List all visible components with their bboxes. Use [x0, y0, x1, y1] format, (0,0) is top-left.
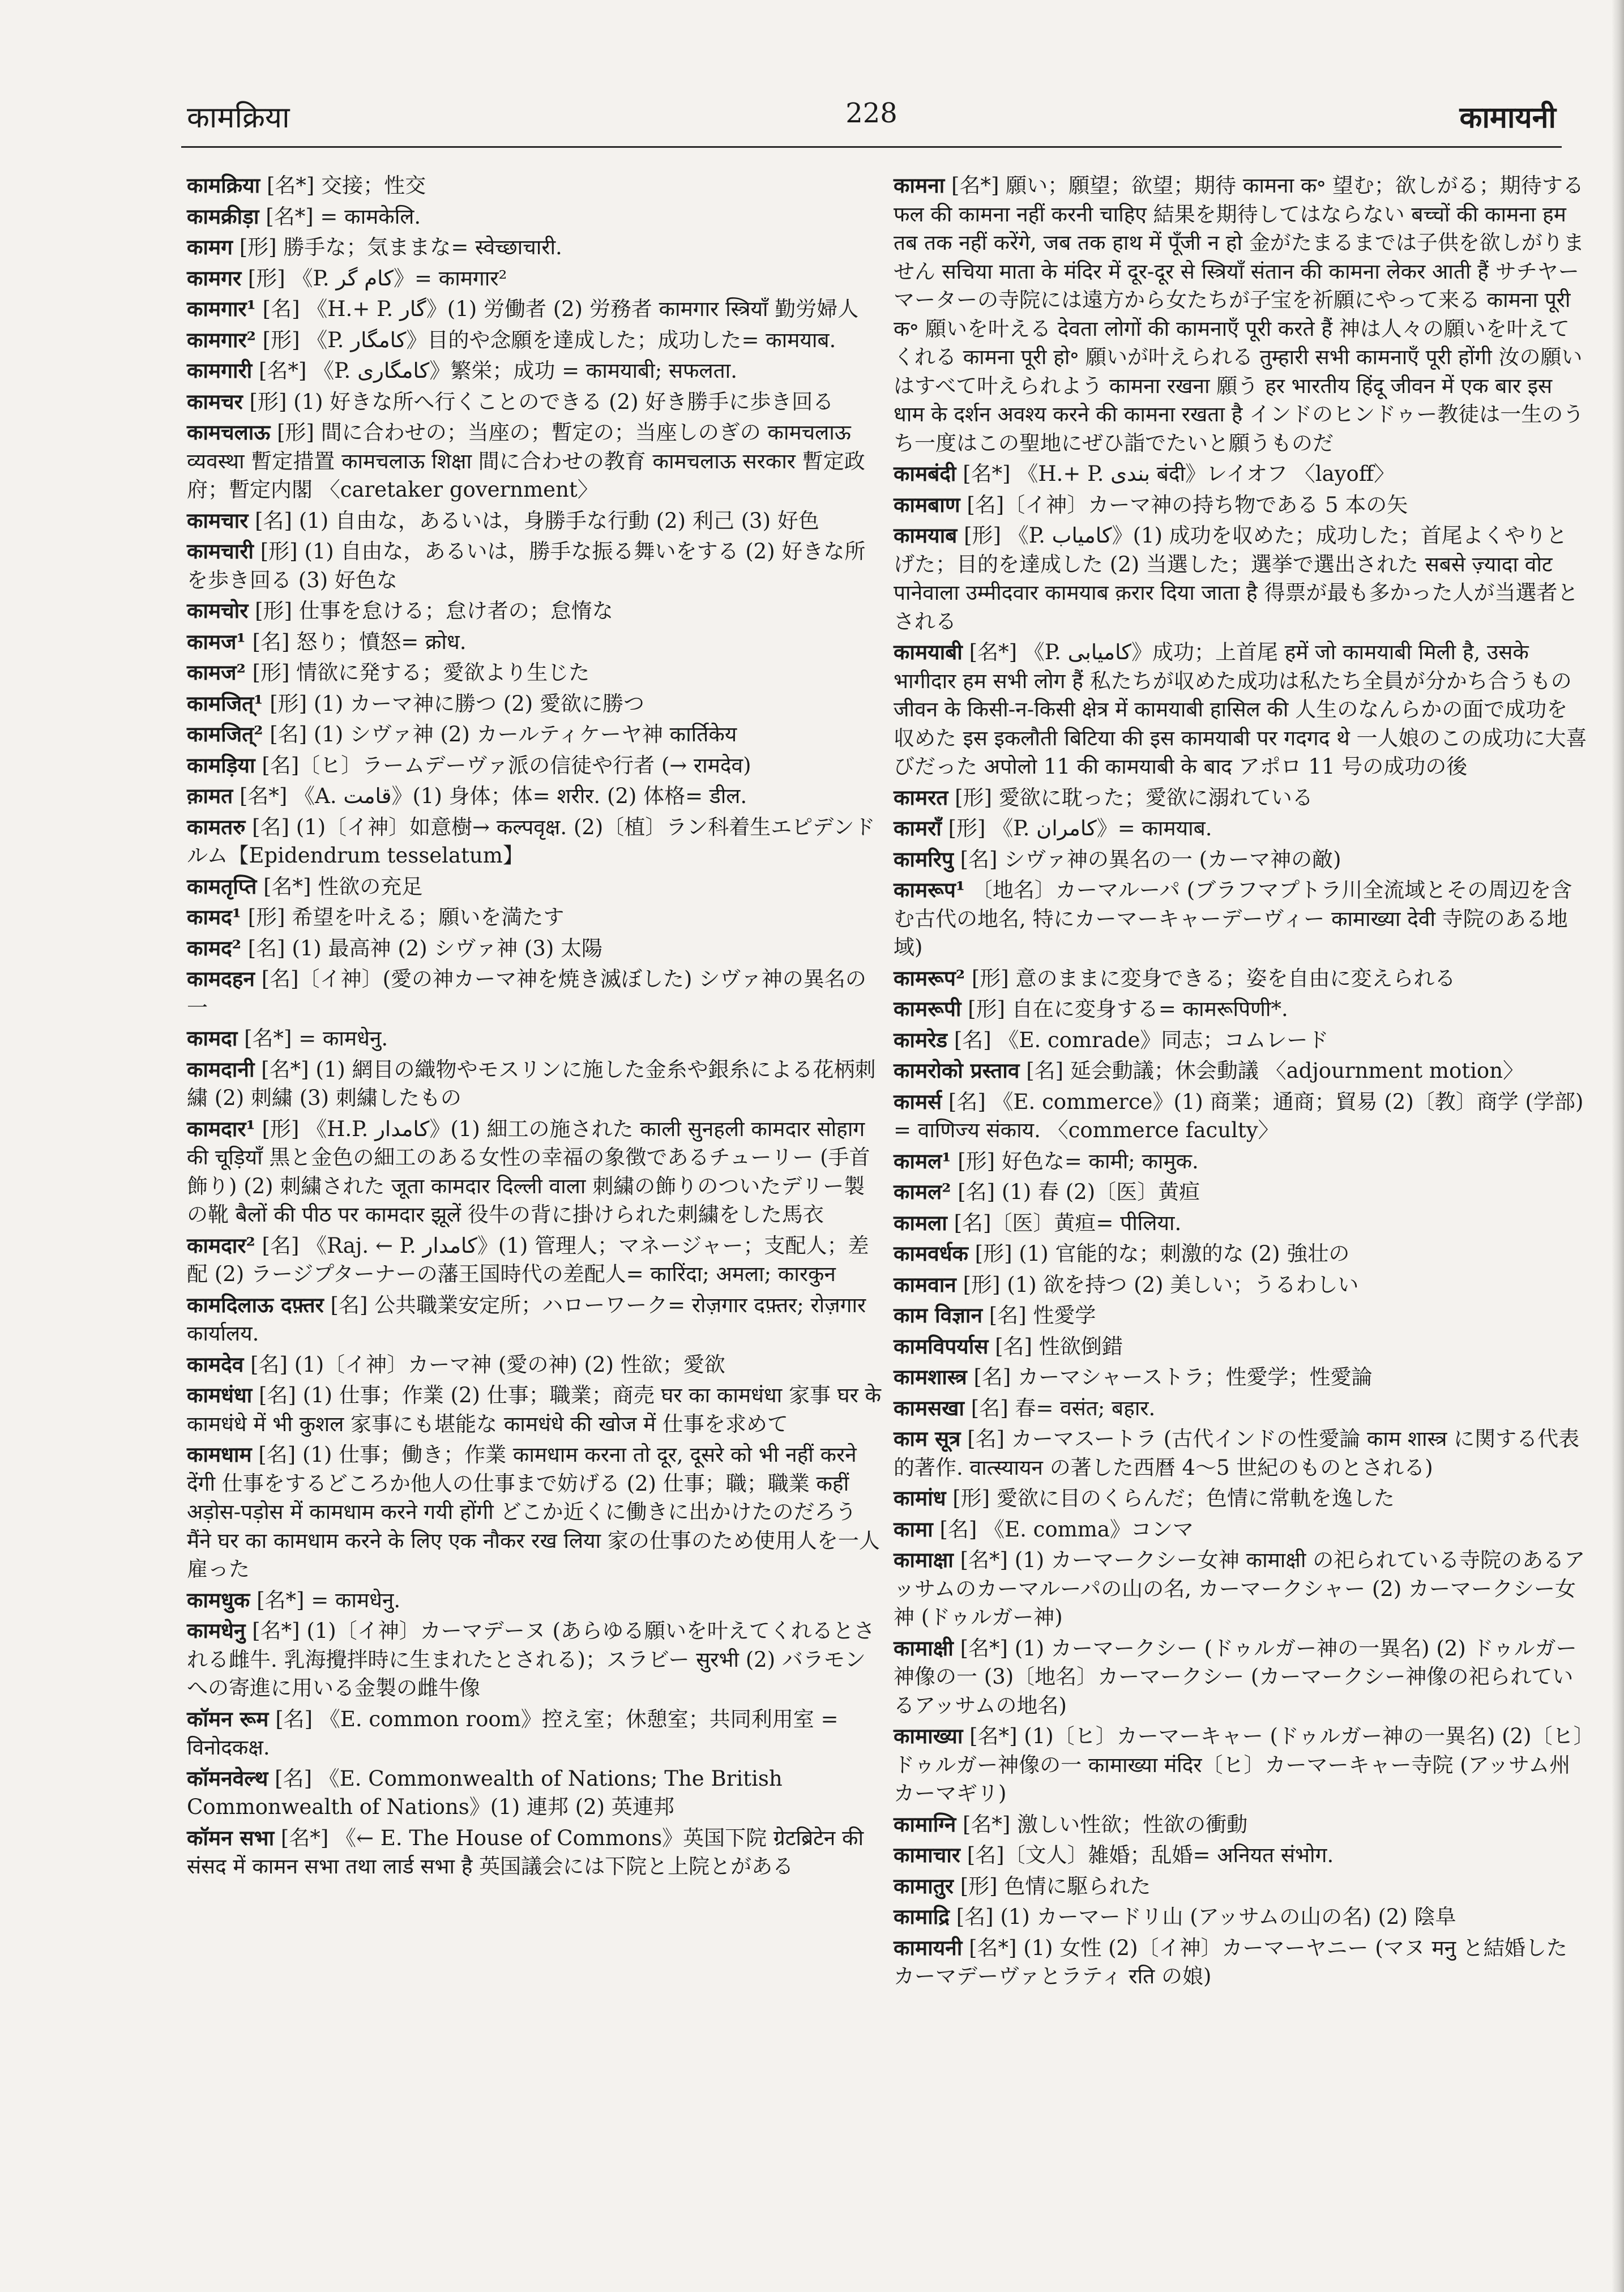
entry-headword: कामबंदी — [894, 461, 956, 486]
entry-definition: [名]〔イ神〕(愛の神カーマ神を焼き滅ぼした) シヴァ神の異名の一 — [187, 967, 866, 1020]
dictionary-entry — [894, 521, 1588, 636]
entry-definition: [名] (1) 仕事；作業 (2) 仕事；職業；商売 घर का कामधंधा 家事 घर के कामधंधे में भी कुशल 家事にも堪能な कामधंधे की खोज में 仕事を求めて — [187, 1383, 881, 1436]
dictionary-entry — [894, 1394, 1588, 1423]
entry-definition: [形] 愛欲に耽った；愛欲に溺れている — [955, 785, 1313, 810]
dictionary-entry — [894, 1515, 1588, 1544]
entry-headword: कामाक्षा — [894, 1547, 954, 1572]
entry-headword: कामजित्² — [187, 722, 263, 746]
entry-definition: [名] (1)〔イ神〕カーマ神 (愛の神) (2) 性欲；愛欲 — [250, 1352, 725, 1377]
dictionary-entry — [187, 264, 881, 293]
entry-definition: [名*] 願い；願望；欲望；期待 कामना क॰ 望む；欲しがる；期待する फल की कामना नहीं करनी चाहिए 結果を期待してはならない बच्चों की कामना हम तब तक नहीं करेंगे, जब तक हाथ में पूँजी न हो 金がたまるまでは子供を欲しがりません सचिया माता के मंदिर में दूर-दूर से स्त्रियाँ संतान की कामना लेकर आती हैं サチヤーマーターの寺院には遠方から女たちが子宝を祈願にやって来る कामना पूरी क॰ 願いを叶える देवता लोगों की कामनाएँ पूरी करते हैं 神は人々の願いを叶えてくれる कामना पूरी हो॰ 願いが叶えられる तुम्हारी सभी कामनाएँ पूरी होंगी 汝の願いはすべて叶えられよう कामना रखना 願う हर भारतीय हिंदू जीवन में एक बार इस धाम के दर्शन अवश्य करने की कामना रखता है インドのヒンドゥー教徒は一生のうち一度はこの聖地にぜひ詣でたいと願うものだ — [894, 173, 1584, 455]
entry-headword: कामांध — [894, 1486, 946, 1510]
dictionary-entry — [187, 628, 881, 657]
entry-headword: कामदा — [187, 1026, 238, 1051]
entry-headword: कॉमन सभा — [187, 1825, 275, 1850]
entry-definition: [名*] 《A. قامت》(1) 身体；体= शरीर. (2) 体格= डील. — [239, 784, 747, 808]
entry-definition: [形] (1) カーマ神に勝つ (2) 愛欲に勝つ — [270, 691, 644, 716]
entry-definition: [形] (1) 自由な，あるいは，勝手な振る舞いをする (2) 好きな所を歩き回る (3) 好色な — [187, 539, 866, 592]
dictionary-entry — [187, 813, 881, 870]
dictionary-entry — [894, 1332, 1588, 1361]
dictionary-entry — [187, 1350, 881, 1380]
header-rule — [181, 146, 1562, 148]
dictionary-entry — [894, 1546, 1588, 1632]
dictionary-entry — [894, 1026, 1588, 1055]
entry-definition: [名] (1) 仕事；働き；作業 कामधाम करना तो दूर, दूसरे को भी नहीं करने देंगी 仕事をするどころか他人の仕事まで妨げる (2) 仕事；職；職業 कहीं अड़ोस-पड़ोस में कामधाम करने गयी होंगी どこか近くに働きに出かけたのだろう मैंने घर का कामधाम करने के लिए एक नौकर रख लिया 家の仕事のため使用人を一人雇った — [187, 1442, 880, 1581]
entry-headword: कामचारी — [187, 539, 254, 564]
entry-headword: कामतरु — [187, 814, 246, 839]
entry-definition: [名] 《E. Commonwealth of Nations; The British Commonwealth of Nations》(1) 連邦 (2) 英連邦 — [187, 1766, 783, 1819]
entry-definition: [名*] = कामधेनु. — [257, 1587, 401, 1612]
dictionary-entry — [187, 1616, 881, 1703]
entry-definition: [形] 仕事を怠ける；怠け者の；怠惰な — [255, 599, 613, 623]
dictionary-entry — [187, 1024, 881, 1053]
entry-headword: कामरूप¹ — [894, 877, 965, 902]
dictionary-entry — [187, 1824, 881, 1881]
entry-headword: कामधंधा — [187, 1382, 253, 1407]
dictionary-entry — [187, 596, 881, 626]
entry-definition: [形] 意のままに変身できる；姿を自由に変えられる — [971, 966, 1456, 991]
entry-headword: कामक्रिया — [187, 173, 260, 198]
entry-headword: कामद² — [187, 935, 241, 961]
entry-definition: [名] 公共職業安定所；ハローワーク= रोज़गार दफ़्तर; रोज़गार कार्यालय. — [187, 1292, 866, 1346]
entry-headword: कामशास्त्र — [894, 1364, 967, 1389]
entry-headword: कामाख्या — [894, 1723, 963, 1748]
entry-headword: कामजित्¹ — [187, 690, 263, 716]
entry-definition: [名*] 交接；性交 — [266, 173, 426, 198]
entry-headword: कामगार¹ — [187, 296, 256, 321]
entry-definition: [名*] 《P. کامیابی》成功；上首尾 हमें जो कामयाबी मिली है, उसके भागीदार हम सभी लोग हैं 私たちが収めた成功は私たち全員が分かち合うもの जीवन के किसी-न-किसी क्षेत्र में कामयाबी हासिल की 人生のなんらかの面で成功を収めた इस इकलौती बिटिया की इस कामयाबी पर गदगद थे 一人娘のこの成功に大喜びだった अपोलो 11 की कामयाबी के बाद アポロ 11 号の成功の後 — [894, 640, 1587, 779]
entry-headword: कामला — [894, 1210, 947, 1235]
entry-definition: [形] (1) 欲を持つ (2) 美しい；うるわしい — [963, 1272, 1359, 1297]
dictionary-entry — [894, 814, 1588, 843]
entry-headword: क़ामत — [187, 783, 233, 808]
entry-definition: [名] 延会動議；休会動議 〈adjournment motion〉 — [1026, 1058, 1524, 1083]
entry-headword: कामविपर्यास — [894, 1333, 989, 1359]
entry-definition: [名*] 性欲の充足 — [263, 874, 423, 899]
right-running-head: कामायनी — [1459, 100, 1556, 135]
entry-definition: [名*] (1)〔イ神〕カーマデーヌ (あらゆる願いを叶えてくれるとされる雌牛. 乳海攪拌時に生まれたとされる)；スラビー सुरभी (2) バラモンへの寄進に用いる金製の雌牛像 — [187, 1619, 875, 1700]
entry-headword: कामसखा — [894, 1395, 964, 1420]
dictionary-entry — [187, 872, 881, 902]
entry-definition: [形] 色情に駆られた — [960, 1873, 1151, 1898]
entry-definition: [名] (1) 自由な，あるいは，身勝手な行動 (2) 利己 (3) 好色 — [255, 508, 819, 533]
entry-definition: [名*] 《P. کامگاری》繁栄；成功 = कामयाबी; सफलता. — [259, 358, 738, 383]
page-binding-shadow — [1612, 0, 1624, 2292]
dictionary-entry — [894, 964, 1588, 993]
dictionary-entry — [187, 689, 881, 719]
entry-headword: काम सूत्र — [894, 1426, 961, 1451]
entry-definition: [名]〔イ神〕カーマ神の持ち物である 5 本の矢 — [967, 492, 1408, 517]
entry-headword: कामबाण — [894, 492, 960, 517]
entry-headword: कामचार — [187, 507, 249, 533]
entry-definition: [形] 《P. کام گر》= कामगार² — [247, 266, 507, 291]
entry-definition: [形] 勝手な；気ままな= स्वेच्छाचारी. — [239, 235, 562, 259]
entry-definition: [名]〔文人〕雑婚；乱婚= अनियत संभोग. — [967, 1843, 1334, 1867]
entry-headword: कामचर — [187, 389, 243, 414]
entry-headword: कॉमनवेल्थ — [187, 1765, 268, 1791]
entry-headword: कामधेनु — [187, 1618, 246, 1643]
entry-headword: कामगार² — [187, 327, 256, 352]
entry-definition: [名]〔医〕黄疸= पीलिया. — [954, 1210, 1182, 1235]
entry-headword: कामरेड — [894, 1027, 948, 1052]
entry-headword: कामरत — [894, 784, 948, 810]
entry-definition: [名*] (1) 網目の織物やモスリンに施した金糸や銀糸による花柄刺繍 (2) 刺繍 (3) 刺繍したもの — [187, 1057, 876, 1110]
dictionary-entry — [187, 1231, 881, 1289]
entry-definition: [名] 性欲倒錯 — [995, 1334, 1123, 1359]
dictionary-entry — [187, 1705, 881, 1762]
entry-headword: कामाचार — [894, 1842, 960, 1867]
entry-definition: [名] 性愛学 — [989, 1303, 1096, 1328]
dictionary-entry — [894, 459, 1588, 489]
dictionary-entry — [894, 1147, 1588, 1176]
dictionary-entry — [894, 1301, 1588, 1330]
entry-headword: कामतृप्ति — [187, 873, 257, 899]
entry-definition: [名] シヴァ神の異名の一 (カーマ神の敵) — [960, 847, 1341, 872]
entry-headword: कामदानी — [187, 1056, 255, 1082]
dictionary-entry — [894, 845, 1588, 874]
entry-headword: कामधाम — [187, 1442, 252, 1467]
dictionary-entry — [894, 1902, 1588, 1932]
entry-headword: कामवर्धक — [894, 1241, 968, 1266]
entry-definition: [名] (1)〔イ神〕如意樹→ कल्पवृक्ष. (2)〔植〕ラン科着生エピデンドルム【Epidendrum tesselatum】 — [187, 814, 875, 868]
entry-headword: कामरिपु — [894, 846, 954, 872]
dictionary-entry — [894, 783, 1588, 813]
entry-headword: कामरूप² — [894, 965, 965, 991]
entry-definition: [形] (1) 好きな所へ行くことのできる (2) 好き勝手に歩き回る — [249, 389, 834, 414]
dictionary-entry — [894, 1872, 1588, 1901]
entry-definition: [形] 情欲に発する；愛欲より生じた — [252, 660, 590, 685]
entry-definition: [名] (1) カーマードリ山 (アッサムの山の名) (2) 陰阜 — [956, 1905, 1456, 1929]
dictionary-entry — [894, 1209, 1588, 1238]
dictionary-entry — [187, 1764, 881, 1822]
dictionary-entry — [894, 1177, 1588, 1207]
entry-headword: कामाग्नि — [894, 1811, 956, 1837]
entry-definition: [名*] = कामधेनु. — [244, 1026, 388, 1051]
entry-definition: [形] 《H.P. کامدار》(1) 細工の施された काली सुनहली कामदार सोहाग की चूड़ियाँ 黒と金色の細工のある女性の幸福の象徴であるチューリー (手首飾り) (2) 刺繍された जूता कामदार दिल्ली वाला 刺繍の飾りのついたデリー製の靴 बैलों की पीठ पर कामदार झूलें 役牛の背に掛けられた刺繍をした馬衣 — [187, 1116, 870, 1227]
entry-definition: [形] 希望を叶える；願いを満たす — [247, 905, 565, 929]
entry-headword: कामग — [187, 234, 233, 259]
entry-definition: [形] (1) 官能的な；刺激的な (2) 強壮の — [975, 1241, 1350, 1266]
entry-definition: [形] 自在に変身する= कामरूपिणी*. — [968, 997, 1288, 1021]
entry-definition: [名] 《H.+ P. گار》(1) 労働者 (2) 労務者 कामगार स्त्रियाँ 勤労婦人 — [262, 297, 859, 321]
dictionary-entry — [894, 1363, 1588, 1392]
dictionary-entry — [187, 1291, 881, 1348]
entry-definition: [名] 《E. common room》控え室；休憩室；共同利用室 = विनोदकक्ष. — [187, 1706, 839, 1760]
left-column — [187, 171, 881, 1883]
entry-headword: कामातुर — [894, 1873, 954, 1898]
entry-headword: कामद¹ — [187, 904, 241, 929]
dictionary-entry — [187, 1115, 881, 1230]
dictionary-entry — [187, 537, 881, 595]
dictionary-entry — [894, 1841, 1588, 1870]
entry-headword: कामाक्षी — [894, 1635, 954, 1661]
entry-headword: कामा — [894, 1516, 933, 1542]
dictionary-entry — [187, 903, 881, 932]
entry-definition: [名*] (1) カーマークシー女神 कामाक्षी の祀られている寺院のあるアッサムのカーマルーパの山の名, カーマークシャー (2) カーマークシー女神 (ドゥルガー神) — [894, 1548, 1585, 1629]
entry-definition: [名*] (1)〔ヒ〕カーマーキャー (ドゥルガー神の一異名) (2)〔ヒ〕ドゥルガー神像の一 कामाख्या मंदिर〔ヒ〕カーマーキャー寺院 (アッサム州カーマギリ) — [894, 1724, 1584, 1806]
entry-headword: कामवान — [894, 1271, 956, 1297]
entry-headword: कामगारी — [187, 358, 253, 383]
entry-headword: काम विज्ञान — [894, 1303, 982, 1328]
entry-definition: [名] 怒り；憤怒= क्रोध. — [252, 629, 467, 654]
entry-headword: कामदार² — [187, 1232, 255, 1258]
entry-headword: कामराँ — [894, 816, 942, 840]
entry-definition: [名] 《Raj. ← P. کامدار》(1) 管理人；マネージャー；支配人；差配 (2) ラージプターナーの藩王国時代の差配人= कारिंदा; अमला; कारकुन — [187, 1233, 869, 1286]
entry-headword: कामड़िया — [187, 752, 255, 778]
dictionary-entry — [894, 171, 1588, 458]
dictionary-entry — [187, 720, 881, 749]
entry-definition: [名]〔ヒ〕ラームデーヴァ派の信徒や行者 (→ रामदेव) — [262, 753, 751, 778]
dictionary-entry — [894, 1087, 1588, 1145]
entry-headword: कामरोको प्रस्ताव — [894, 1058, 1020, 1083]
entry-definition: [名] (1) 最高神 (2) シヴァ神 (3) 太陽 — [247, 936, 603, 961]
dictionary-entry — [187, 1440, 881, 1584]
entry-headword: कामदार¹ — [187, 1116, 255, 1141]
entry-definition: [名*] 《← E. The House of Commons》英国下院 ग्रेटब्रिटेन की संसद में कामन सभा तथा लार्ड सभा है 英国議会には下院と上院とがある — [187, 1825, 864, 1879]
dictionary-entry — [894, 1424, 1588, 1482]
dictionary-entry — [894, 1810, 1588, 1839]
page-header — [187, 96, 1556, 147]
dictionary-entry — [187, 233, 881, 262]
entry-headword: कामाद्रि — [894, 1904, 950, 1929]
dictionary-entry — [894, 995, 1588, 1024]
dictionary-entry — [187, 658, 881, 688]
dictionary-entry — [187, 782, 881, 811]
entry-definition: [形] 間に合わせの；当座の；暫定の；当座しのぎの कामचलाऊ व्यवस्था 暫定措置 कामचलाऊ शिक्षा 間に合わせの教育 कामचलाऊ सरकार 暫定政府；暫定内閣 〈caretaker government〉 — [187, 420, 865, 502]
entry-headword: कामल¹ — [894, 1148, 951, 1173]
page-number: 228 — [845, 97, 898, 129]
entry-headword: कामचलाऊ — [187, 420, 271, 445]
dictionary-entry — [187, 1381, 881, 1439]
entry-definition: [形] 《P. کامیاب》(1) 成功を収めた；成功した；首尾よくやりとげた；目的を達成した (2) 当選した；選挙で選出された सबसे ज़्यादा वोट पानेवाला उम्मीदवार कामयाब क़रार दिया जाता है 得票が最も多かった人が当選者とされる — [894, 523, 1579, 634]
entry-headword: कामज² — [187, 660, 246, 685]
entry-definition: [名] 《E. commerce》(1) 商業；通商；貿易 (2)〔教〕商学 (学部) = वाणिज्य संकाय. 〈commerce faculty〉 — [894, 1089, 1584, 1142]
entry-definition: [名*] = कामकेलि. — [266, 204, 421, 229]
entry-definition: [形] 愛欲に目のくらんだ；色情に常軌を逸した — [952, 1486, 1395, 1510]
dictionary-entry — [894, 1934, 1588, 1991]
entry-headword: कामना — [894, 173, 945, 198]
dictionary-entry — [187, 356, 881, 386]
dictionary-entry — [187, 934, 881, 963]
dictionary-entry — [187, 418, 881, 505]
entry-headword: कामदहन — [187, 966, 255, 991]
dictionary-entry — [187, 1055, 881, 1113]
entry-definition: [名*] (1) カーマークシー (ドゥルガー神の一異名) (2) ドゥルガー神像の一 (3)〔地名〕カーマークシー (カーマークシー神像の祀られているアッサムの地名) — [894, 1636, 1577, 1718]
dictionary-entry — [187, 964, 881, 1022]
entry-headword: कामगर — [187, 265, 242, 291]
entry-headword: कामधुक — [187, 1587, 250, 1612]
dictionary-entry — [894, 638, 1588, 782]
right-column — [894, 171, 1588, 1993]
entry-headword: कामदेव — [187, 1351, 244, 1377]
entry-headword: कामयाब — [894, 523, 958, 548]
dictionary-entry — [187, 294, 881, 324]
entry-definition: 〔地名〕カーマルーパ (ブラフマプトラ川全流域とその周辺を含む古代の地名, 特にカーマーキャーデーヴィー कामाख्या देवी 寺院のある地域) — [894, 878, 1572, 959]
entry-definition: [名] 《E. comma》コンマ — [939, 1517, 1194, 1542]
entry-headword: कामक्रीड़ा — [187, 203, 259, 229]
entry-definition: [名] (1) シヴァ神 (2) カールティケーヤ神 कार्तिकेय — [270, 722, 737, 746]
entry-headword: कॉमन रूम — [187, 1706, 269, 1731]
dictionary-entry — [894, 1484, 1588, 1513]
dictionary-entry — [894, 1239, 1588, 1269]
dictionary-entry — [187, 202, 881, 232]
entry-definition: [名] 《E. comrade》同志；コムレード — [954, 1027, 1329, 1052]
dictionary-entry — [894, 1722, 1588, 1808]
entry-definition: [名] カーマシャーストラ；性愛学；性愛論 — [973, 1365, 1373, 1389]
entry-headword: कामचोर — [187, 598, 249, 623]
dictionary-entry — [187, 1586, 881, 1615]
dictionary-entry — [894, 1270, 1588, 1300]
entry-headword: कामयाबी — [894, 639, 963, 664]
dictionary-entry — [187, 171, 881, 200]
entry-headword: कामायनी — [894, 1935, 963, 1960]
entry-definition: [名] カーマスートラ (古代インドの性愛論 काम शास्त्र に関する代表的著作. वात्स्यायन の著した西暦 4〜5 世紀のものとされる) — [894, 1427, 1580, 1480]
entry-definition: [名*] (1) 女性 (2)〔イ神〕カーマーヤニー (マヌ मनु と結婚したカーマデーヴァとラティ रति の娘) — [894, 1935, 1567, 1988]
dictionary-entry — [894, 876, 1588, 962]
entry-definition: [形] 好色な= कामी; कामुक. — [958, 1149, 1199, 1173]
entry-headword: कामल² — [894, 1179, 951, 1204]
entry-definition: [名] 春= वसंत; बहार. — [971, 1395, 1156, 1420]
entry-headword: कामर्स — [894, 1089, 942, 1114]
entry-definition: [名*] 《H.+ P. بندی बंदी》レイオフ 〈layoff〉 — [963, 462, 1395, 486]
entry-headword: कामज¹ — [187, 629, 246, 654]
entry-definition: [名] (1) 春 (2)〔医〕黄疸 — [958, 1180, 1200, 1204]
dictionary-entry — [187, 751, 881, 780]
dictionary-entry — [187, 387, 881, 417]
entry-definition: [形] 《P. کامران》= कामयाब. — [948, 816, 1212, 840]
dictionary-entry — [894, 1056, 1588, 1086]
entry-definition: [形] 《P. کامگار》目的や念願を達成した；成功した= कामयाब. — [262, 327, 836, 352]
entry-headword: कामरूपी — [894, 996, 961, 1021]
dictionary-entry — [894, 490, 1588, 520]
dictionary-entry — [187, 326, 881, 355]
entry-headword: कामदिलाऊ दफ़्तर — [187, 1292, 324, 1317]
left-running-head: कामक्रिया — [187, 101, 290, 135]
entry-definition: [名*] 激しい性欲；性欲の衝動 — [963, 1812, 1248, 1837]
dictionary-entry — [894, 1634, 1588, 1721]
dictionary-entry — [187, 506, 881, 536]
